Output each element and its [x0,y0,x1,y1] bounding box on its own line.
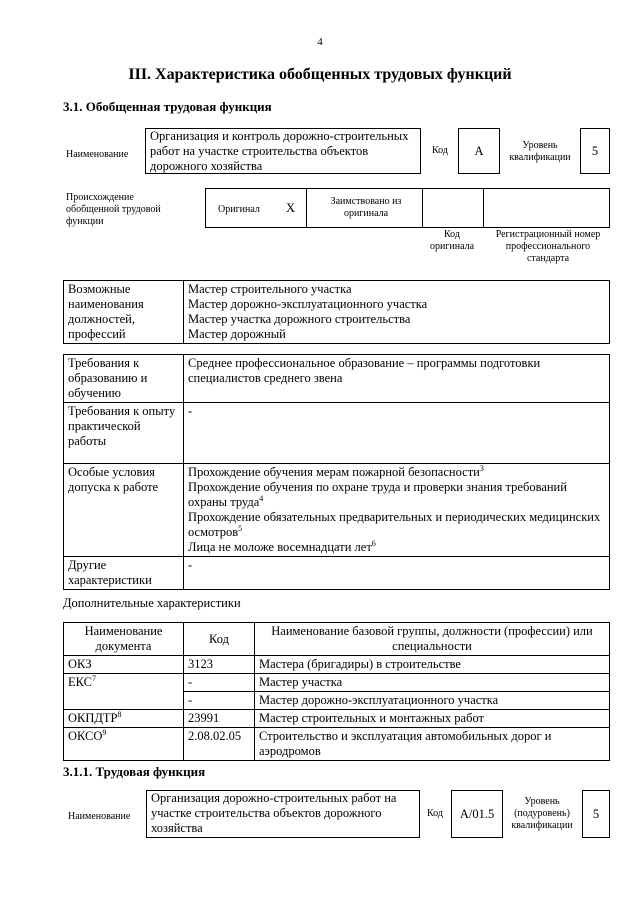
experience-value: - [184,403,610,464]
doc-code: - [184,674,255,692]
table-row [64,692,610,710]
admission-value [184,464,610,557]
origin-code-caption: Код оригинала [429,229,475,252]
divider [422,189,423,227]
tf-name-label: Наименование [68,811,131,822]
header-code: Код [184,623,255,656]
footnote-ref: 3 [479,463,484,473]
positions-table [63,280,610,344]
doc-name: ОКПДТР [68,711,118,725]
level-value-box [580,128,610,174]
position-item: Мастер дорожно-эксплуатационного участка [188,297,428,311]
admission-line: Лица не моложе восемнадцати лет [188,540,372,554]
additional-heading: Дополнительные характеристики [63,596,241,610]
position-item: Мастер дорожный [188,327,286,341]
origin-label: Происхождение обобщенной трудовой функции [66,192,161,227]
divider [483,189,484,227]
doc-title: Мастера (бригадиры) в строительстве [255,656,610,674]
admission-line: Прохождение обучения по охране труда и проверки знания требований охраны труда [188,480,567,509]
footnote-ref: 7 [92,673,96,683]
original-mark: X [286,201,296,215]
tf-name: Организация дорожно-строительных работ на участке строительства объектов дорожного хозяйства [151,791,397,835]
tf-code-box [451,790,503,838]
education-value: Среднее профессиональное образование – программы подготовки специалистов среднего звена [184,355,610,403]
code-value-box [458,128,500,174]
doc-name: ЕКС [68,675,92,689]
borrowed-label: Заимствовано из оригинала [330,196,402,219]
table-row [64,728,610,761]
doc-title: Мастер участка [255,674,610,692]
doc-name: ОКСО [68,729,103,743]
position-item: Мастер участка дорожного строительства [188,312,411,326]
experience-label: Требования к опыту практической работы [64,403,184,464]
table-row [64,710,610,728]
section-title: III. Характеристика обобщенных трудовых функций [128,66,512,83]
header-name: Наименование базовой группы, должности (профессии) или специальности [255,623,610,656]
name-label: Наименование [66,149,129,160]
tf-level-box [582,790,610,838]
footnote-ref: 5 [238,523,243,533]
admission-label: Особые условия допуска к работе [64,464,184,557]
doc-title: Строительство и эксплуатация автомобильных дорог и аэродромов [255,728,610,761]
section-3-1-heading: 3.1. Обобщенная трудовая функция [63,99,272,114]
tf-code-label: Код [427,808,443,819]
requirements-table [63,354,610,590]
tf-code: A/01.5 [459,807,495,821]
positions-label: Возможные наименования должностей, профессий [64,281,184,344]
page-number: 4 [317,36,323,48]
education-label: Требования к образованию и обучению [64,355,184,403]
doc-name: ОКЗ [68,657,92,671]
code-label: Код [432,145,448,156]
divider [306,189,307,227]
other-value: - [184,557,610,590]
code-value: A [474,144,484,158]
doc-code: 23991 [184,710,255,728]
admission-line: Прохождение обучения мерам пожарной безопасности [188,465,480,479]
level-label: Уровень квалификации [509,140,571,163]
doc-title: Мастер дорожно-эксплуатационного участка [255,692,610,710]
function-name: Организация и контроль дорожно-строительных работ на участке строительства объектов дорожного хозяйства [150,129,409,173]
footnote-ref: 6 [371,538,376,548]
reg-number-caption: Регистрационный номер профессионального стандарта [495,229,601,264]
positions-list [184,281,610,344]
footnote-ref: 8 [117,709,122,719]
tf-name-box [146,790,420,838]
doc-code: 2.08.02.05 [184,728,255,761]
doc-code: - [184,692,255,710]
original-label: Оригинал [218,204,260,215]
origin-table [205,188,610,228]
table-row [64,674,610,692]
section-3-1-1-heading: 3.1.1. Трудовая функция [63,764,206,779]
footnote-ref: 9 [102,727,107,737]
position-item: Мастер строительного участка [188,282,352,296]
doc-title: Мастер строительных и монтажных работ [255,710,610,728]
additional-table [63,622,610,761]
footnote-ref: 4 [259,493,264,503]
tf-level: 5 [592,807,600,821]
other-label: Другие характеристики [64,557,184,590]
tf-level-label: Уровень (подуровень) квалификации [511,796,573,831]
admission-line: Прохождение обязательных предварительных и периодических медицинских осмотров [188,510,601,539]
level-value: 5 [591,144,599,158]
header-doc: Наименование документа [64,623,184,656]
doc-code: 3123 [184,656,255,674]
table-row [64,656,610,674]
function-name-box [145,128,421,174]
